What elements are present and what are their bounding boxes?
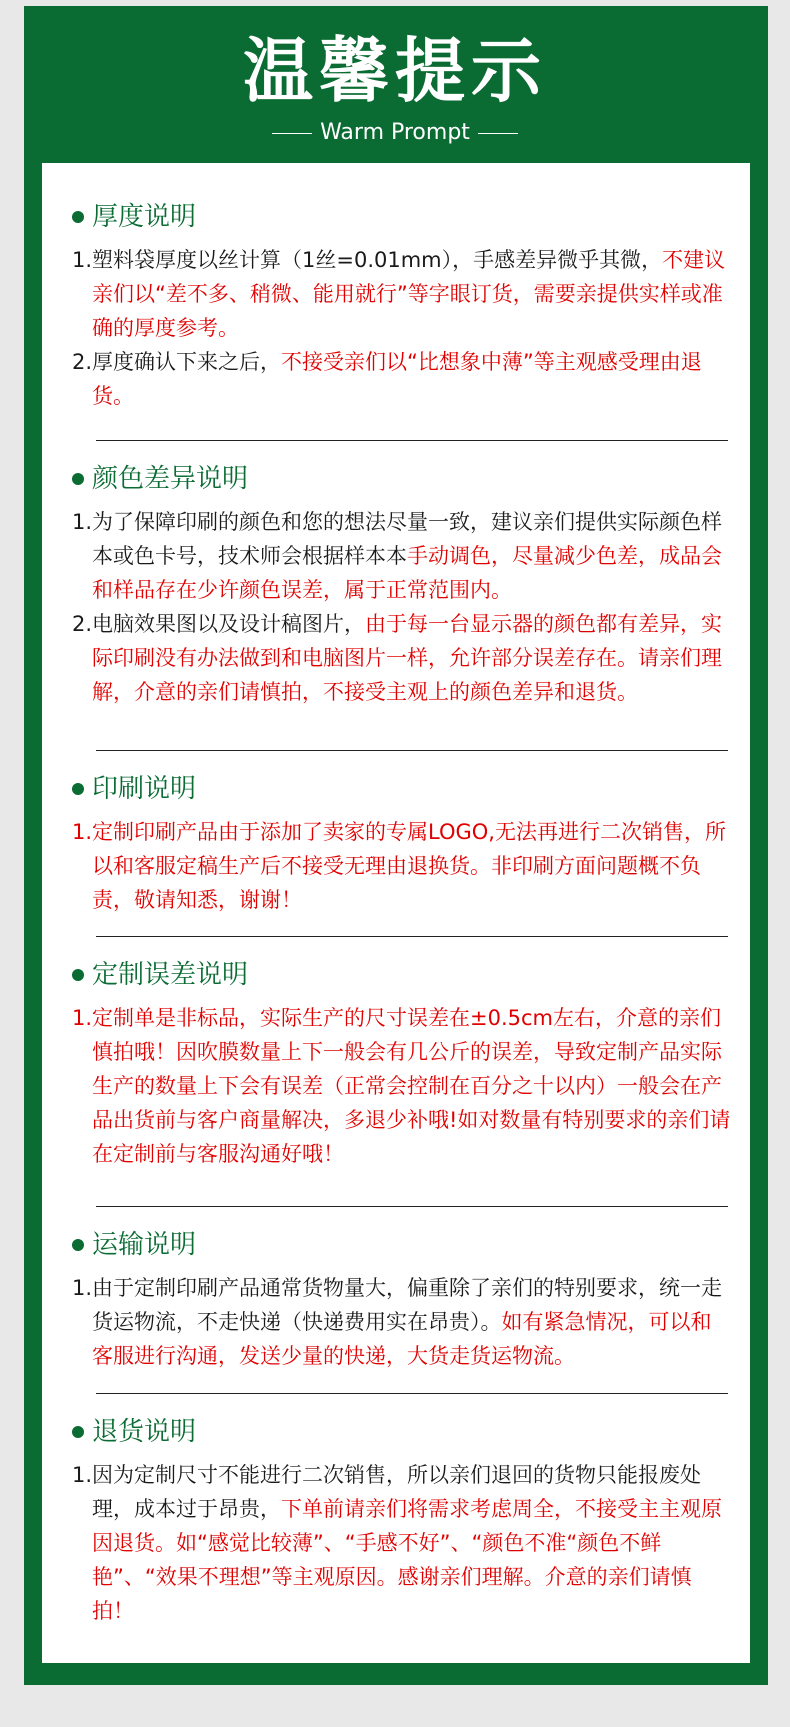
item-number: 1.: [72, 248, 93, 272]
section-heading-text: 退货说明: [92, 1417, 197, 1447]
page-title: 温馨提示: [243, 30, 547, 112]
bullet-dot-icon: [72, 1426, 84, 1438]
section-heading-text: 运输说明: [92, 1230, 197, 1260]
item-number: 1.: [72, 1463, 93, 1487]
section-custom-error: [72, 955, 732, 1171]
section-heading-text: 定制误差说明: [92, 960, 249, 990]
item-number: 1.: [72, 1276, 93, 1300]
page-subtitle: [0, 118, 790, 148]
section-heading: [72, 1412, 732, 1452]
section-divider: [96, 750, 728, 751]
list-item: [72, 815, 732, 917]
list-item: [72, 505, 732, 607]
item-number: 1.: [72, 510, 93, 534]
item-warning-text: 定制印刷产品由于添加了卖家的专属LOGO,无法再进行二次销售，所以和客服定稿生产后不接受无理由退换货。非印刷方面问题概不负责，敬请知悉，谢谢！: [92, 820, 726, 912]
list-item: [72, 243, 732, 345]
item-warning-text: 如有紧急情况，可以和客服进行沟通，发送少量的快递，大货走货运物流。: [92, 1310, 712, 1368]
section-heading-text: 颜色差异说明: [92, 464, 249, 494]
item-text: 由于定制印刷产品通常货物量大，偏重除了亲们的特别要求，统一走货运物流，不走快递（快递费用实在昂贵）。: [92, 1276, 722, 1334]
item-text: 塑料袋厚度以丝计算（1丝=0.01mm），手感差异微乎其微，: [92, 248, 663, 272]
section-heading-text: 厚度说明: [92, 202, 197, 232]
bullet-dot-icon: [72, 211, 84, 223]
item-number: 1.: [72, 1006, 93, 1030]
bullet-dot-icon: [72, 1239, 84, 1251]
item-text: 因为定制尺寸不能进行二次销售，所以亲们退回的货物只能报废处理，成本过于昂贵，: [92, 1463, 701, 1521]
bullet-dot-icon: [72, 969, 84, 981]
section-color: [72, 459, 732, 709]
section-heading: [72, 459, 732, 499]
item-warning-text: 不接受亲们以“比想象中薄”等主观感受理由退货。: [92, 350, 702, 408]
item-text: 电脑效果图以及设计稿图片，: [92, 612, 365, 636]
bullet-dot-icon: [72, 473, 84, 485]
section-returns: [72, 1412, 732, 1628]
item-number: 2.: [72, 350, 93, 374]
section-divider: [96, 936, 728, 937]
right-dash: [478, 133, 518, 134]
left-dash: [272, 133, 312, 134]
section-heading: [72, 1225, 732, 1265]
item-text: 厚度确认下来之后，: [92, 350, 281, 374]
section-thickness: [72, 197, 732, 413]
section-printing: [72, 769, 732, 917]
bullet-dot-icon: [72, 783, 84, 795]
section-heading-text: 印刷说明: [92, 774, 197, 804]
section-shipping: [72, 1225, 732, 1373]
list-item: [72, 1271, 732, 1373]
list-item: [72, 1001, 732, 1171]
subtitle-text: Warm Prompt: [320, 120, 470, 145]
section-divider: [96, 1206, 728, 1207]
item-number: 1.: [72, 820, 93, 844]
content-panel: [42, 163, 750, 1663]
item-warning-text: 手动调色，尽量减少色差，成品会和样品存在少许颜色误差，属于正常范围内。: [92, 544, 722, 602]
list-item: [72, 345, 732, 413]
section-heading: [72, 197, 732, 237]
item-text: 为了保障印刷的颜色和您的想法尽量一致，建议亲们提供实际颜色样本或色卡号，技术师会根据样本本: [92, 510, 722, 568]
item-warning-text: 下单前请亲们将需求考虑周全，不接受主主观原因退货。如“感觉比较薄”、“手感不好”、“颜色不准“颜色不鲜艳”、“效果不理想”等主观原因。感谢亲们理解。介意的亲们请慎拍！: [92, 1497, 722, 1623]
list-item: [72, 607, 732, 709]
item-warning-text: 定制单是非标品，实际生产的尺寸误差在±0.5cm左右，介意的亲们慎拍哦！因吹膜数量上下一般会有几公斤的误差，导致定制产品实际生产的数量上下会有误差（正常会控制在百分之十以内）一般会在产品出货前与客户商量解决，多退少补哦!如对数量有特别要求的亲们请在定制前与客服沟通好哦！: [92, 1006, 731, 1166]
section-divider: [96, 1393, 728, 1394]
item-warning-text: 不建议亲们以“差不多、稍微、能用就行”等字眼订货，需要亲提供实样或准确的厚度参考。: [92, 248, 726, 340]
list-item: [72, 1458, 732, 1628]
section-divider: [96, 440, 728, 441]
section-heading: [72, 769, 732, 809]
section-heading: [72, 955, 732, 995]
item-number: 2.: [72, 612, 93, 636]
item-warning-text: 由于每一台显示器的颜色都有差异，实际印刷没有办法做到和电脑图片一样，允许部分误差存在。请亲们理解，介意的亲们请慎拍，不接受主观上的颜色差异和退货。: [92, 612, 722, 704]
